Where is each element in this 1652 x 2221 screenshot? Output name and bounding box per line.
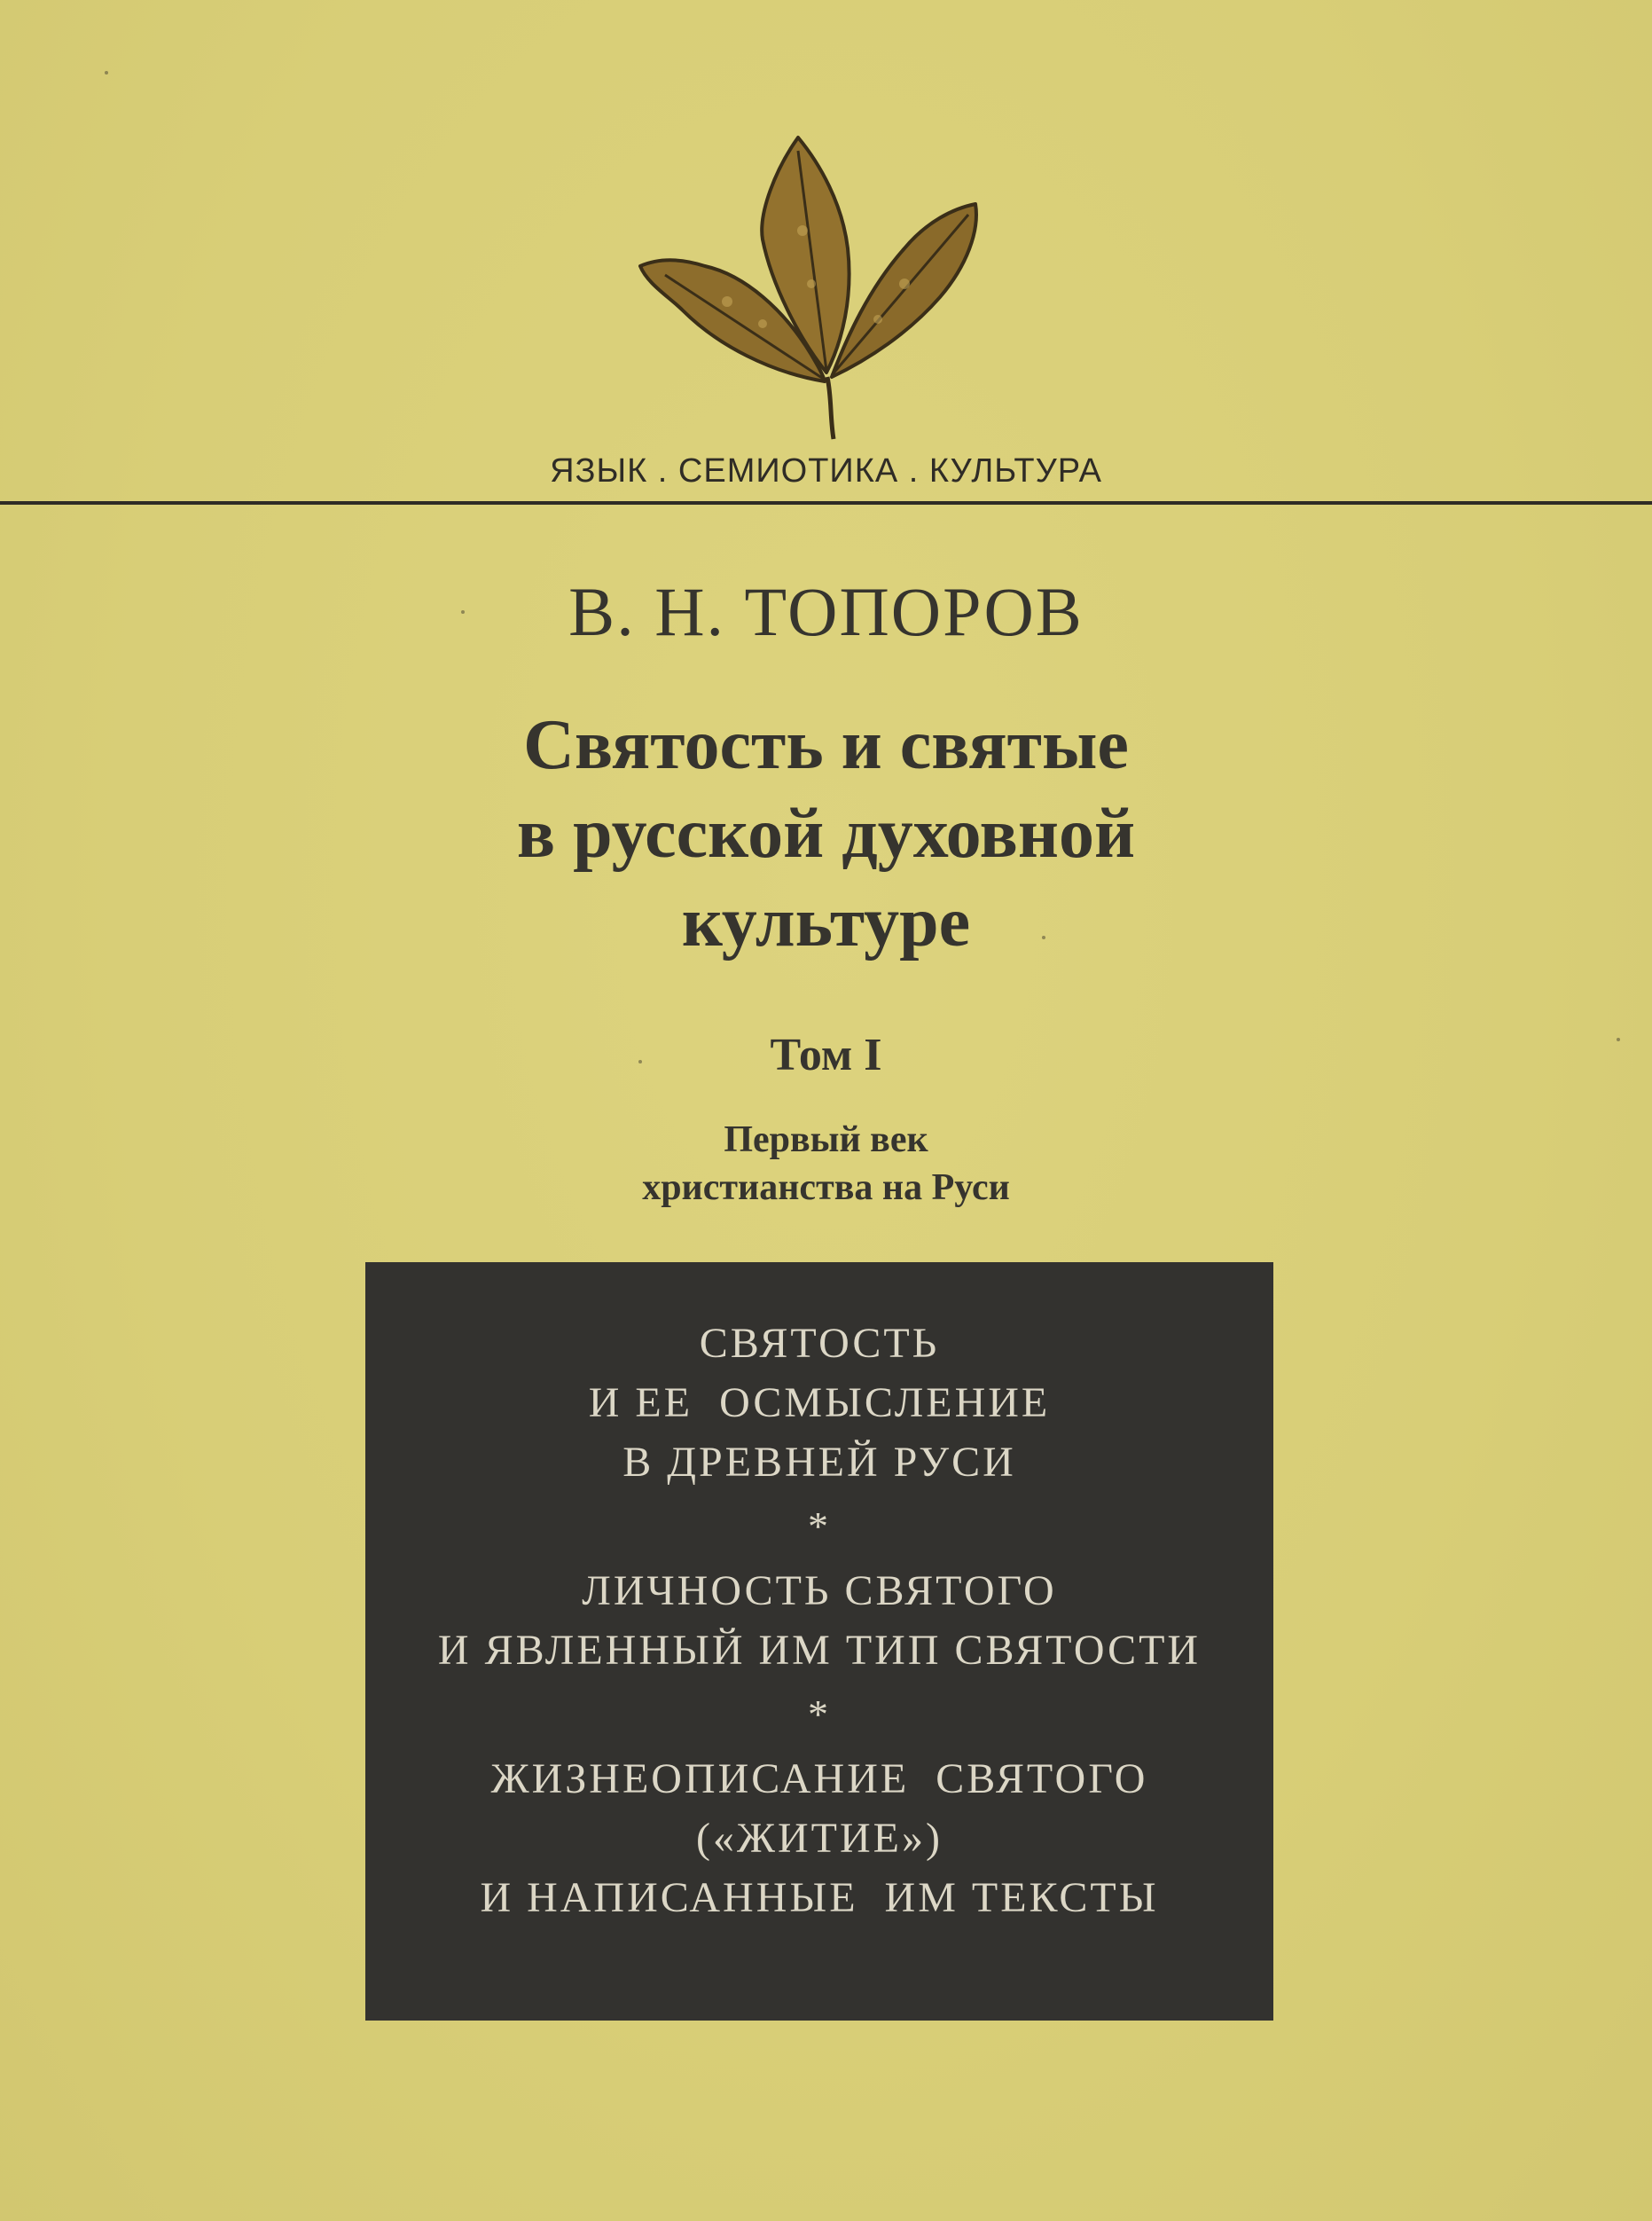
contents-line: («ЖИТИЕ») bbox=[696, 1815, 943, 1862]
speck bbox=[105, 71, 108, 75]
contents-line: И НАПИСАННЫЕ ИМ ТЕКСТЫ bbox=[480, 1874, 1159, 1921]
contents-line: В ДРЕВНЕЙ РУСИ bbox=[622, 1439, 1016, 1486]
author-name: В. Н. ТОПОРОВ bbox=[568, 573, 1084, 650]
volume-subtitle bbox=[0, 1116, 1652, 1212]
contents-line: СВЯТОСТЬ bbox=[699, 1320, 940, 1367]
contents-line: И ЯВЛЕННЫЙ ИМ ТИП СВЯТОСТИ bbox=[437, 1627, 1202, 1674]
contents-list bbox=[365, 1314, 1273, 1927]
contents-line: И ЕЕ ОСМЫСЛЕНИЕ bbox=[588, 1379, 1051, 1426]
contents-panel bbox=[365, 1262, 1273, 2021]
title-line: культуре bbox=[681, 883, 971, 961]
divider-rule bbox=[0, 501, 1652, 505]
leaf-emblem-icon bbox=[621, 133, 993, 443]
title-line: Святость и святые bbox=[523, 706, 1129, 784]
series-name: ЯЗЫК . СЕМИОТИКА . КУЛЬТУРА bbox=[550, 452, 1102, 490]
contents-line: ЛИЧНОСТЬ СВЯТОГО bbox=[582, 1567, 1057, 1614]
book-title bbox=[0, 701, 1652, 967]
separator-star: * bbox=[808, 1503, 831, 1549]
contents-line: ЖИЗНЕОПИСАНИЕ СВЯТОГО bbox=[490, 1755, 1148, 1802]
separator-star: * bbox=[808, 1691, 831, 1737]
subtitle-line: христианства на Руси bbox=[642, 1167, 1010, 1208]
subtitle-line: Первый век bbox=[724, 1119, 928, 1160]
title-line: в русской духовной bbox=[516, 795, 1136, 873]
volume-label: Том I bbox=[770, 1030, 882, 1080]
